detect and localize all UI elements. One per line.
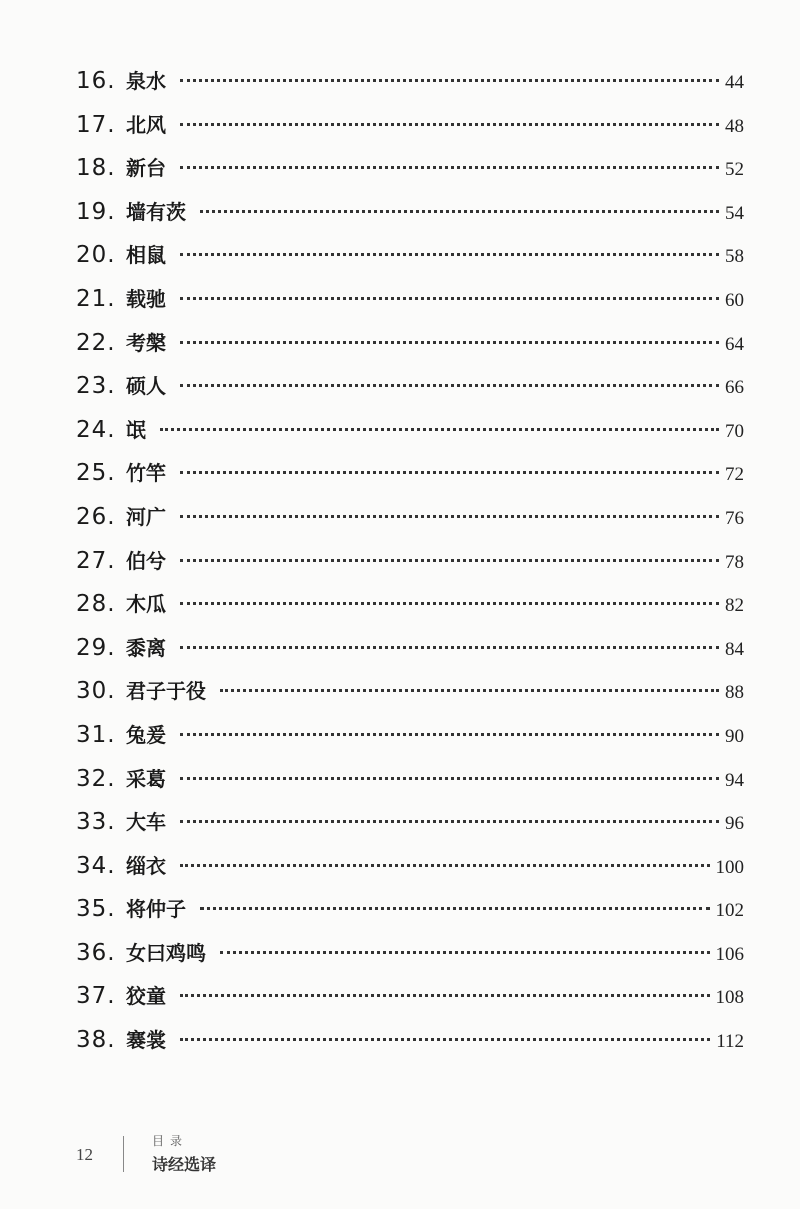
toc-entry-page: 48: [725, 115, 744, 137]
toc-entry[interactable]: [76, 322, 744, 366]
toc-dot-leader: [180, 166, 719, 169]
toc-entry-title: 大车: [126, 810, 166, 835]
toc-dot-leader: [200, 210, 719, 213]
toc-dot-leader: [220, 689, 719, 692]
section-label: 目录: [152, 1134, 189, 1148]
toc-dot-leader: [180, 297, 719, 300]
toc-entry-title: 考槃: [126, 330, 166, 355]
toc-dot-leader: [180, 777, 719, 780]
toc-entry-number: 38.: [76, 1027, 116, 1054]
toc-entry-number: 30.: [76, 678, 116, 705]
toc-entry-title: 墙有茨: [126, 199, 186, 224]
toc-entry[interactable]: [76, 888, 744, 932]
toc-dot-leader: [200, 907, 710, 910]
toc-entry-number: 26.: [76, 503, 116, 530]
toc-entry-number: 16.: [76, 68, 116, 94]
toc-entry-number: 37.: [76, 983, 116, 1010]
toc-entry-title: 褰裳: [126, 1028, 166, 1053]
toc-entry-number: 27.: [76, 547, 116, 574]
toc-entry[interactable]: [76, 191, 744, 235]
toc-entry-page: 90: [725, 725, 744, 747]
toc-entry-number: 23.: [76, 373, 116, 400]
toc-dot-leader: [180, 79, 719, 82]
toc-entry-number: 34.: [76, 852, 116, 879]
toc-entry-page: 78: [725, 551, 744, 573]
toc-dot-leader: [180, 253, 719, 256]
toc-entry-page: 66: [725, 377, 744, 399]
book-title: 诗经选译: [152, 1155, 217, 1174]
toc-entry-number: 24.: [76, 416, 116, 443]
toc-entry[interactable]: [76, 147, 744, 191]
toc-dot-leader: [220, 951, 710, 954]
toc-entry[interactable]: [76, 278, 744, 322]
toc-entry-number: 35.: [76, 896, 116, 923]
toc-entry-number: 31.: [76, 721, 116, 748]
toc-entry-number: 25.: [76, 460, 116, 487]
toc-entry-page: 58: [725, 246, 744, 268]
toc-entry[interactable]: [76, 365, 744, 409]
toc-entry-page: 70: [725, 420, 744, 442]
toc-entry-title: 相鼠: [126, 243, 166, 268]
toc-entry[interactable]: [76, 714, 744, 758]
toc-entry-number: 29.: [76, 634, 116, 661]
toc-entry[interactable]: [76, 496, 744, 540]
toc-entry-title: 新台: [126, 156, 166, 181]
toc-dot-leader: [180, 864, 710, 867]
table-of-contents: [76, 60, 744, 1063]
toc-dot-leader: [180, 820, 719, 823]
toc-entry-number: 32.: [76, 765, 116, 792]
page-footer: [0, 1130, 800, 1180]
footer-divider: [123, 1136, 124, 1172]
toc-entry-title: 伯兮: [126, 548, 166, 573]
toc-entry-title: 北风: [126, 112, 166, 137]
toc-entry-title: 硕人: [126, 374, 166, 399]
toc-entry-title: 氓: [126, 417, 146, 442]
toc-entry-title: 黍离: [126, 635, 166, 660]
toc-entry-page: 108: [715, 987, 744, 1009]
toc-entry-page: 100: [715, 856, 744, 878]
toc-entry[interactable]: [76, 452, 744, 496]
toc-dot-leader: [180, 471, 719, 474]
toc-entry-page: 106: [715, 943, 744, 965]
toc-entry[interactable]: [76, 670, 744, 714]
toc-entry-page: 102: [715, 900, 744, 922]
toc-entry[interactable]: [76, 409, 744, 453]
toc-entry-page: 96: [725, 813, 744, 835]
toc-entry-title: 采葛: [126, 766, 166, 791]
toc-dot-leader: [160, 428, 719, 431]
toc-entry[interactable]: [76, 932, 744, 976]
toc-dot-leader: [180, 994, 710, 997]
toc-entry[interactable]: [76, 758, 744, 802]
toc-entry-title: 泉水: [126, 69, 166, 93]
toc-entry-number: 22.: [76, 329, 116, 356]
toc-entry[interactable]: [76, 845, 744, 889]
toc-entry-page: 44: [725, 72, 744, 93]
toc-entry[interactable]: [76, 583, 744, 627]
toc-entry-number: 36.: [76, 939, 116, 966]
toc-dot-leader: [180, 123, 719, 126]
toc-dot-leader: [180, 646, 719, 649]
toc-entry-title: 河广: [126, 504, 166, 529]
toc-dot-leader: [180, 515, 719, 518]
toc-entry-number: 17.: [76, 111, 116, 138]
toc-entry-page: 60: [725, 289, 744, 311]
toc-entry-page: 52: [725, 159, 744, 181]
toc-dot-leader: [180, 384, 719, 387]
toc-entry-number: 33.: [76, 809, 116, 836]
toc-entry-page: 112: [716, 1031, 744, 1053]
toc-entry-number: 28.: [76, 591, 116, 618]
page-number: 12: [76, 1145, 93, 1164]
toc-entry-page: 82: [725, 595, 744, 617]
toc-entry-title: 缁衣: [126, 853, 166, 878]
toc-entry[interactable]: [76, 104, 744, 148]
toc-entry-page: 72: [725, 464, 744, 486]
toc-dot-leader: [180, 341, 719, 344]
toc-entry[interactable]: [76, 234, 744, 278]
toc-entry-title: 竹竿: [126, 461, 166, 486]
toc-entry-page: 84: [725, 638, 744, 660]
toc-entry-number: 18.: [76, 155, 116, 182]
toc-entry-title: 君子于役: [126, 679, 206, 704]
toc-entry-title: 载驰: [126, 286, 166, 311]
toc-entry[interactable]: [76, 1019, 744, 1063]
toc-entry-title: 兔爰: [126, 722, 166, 747]
toc-entry-page: 54: [725, 202, 744, 224]
toc-entry-page: 94: [725, 769, 744, 791]
toc-entry-title: 将仲子: [126, 897, 186, 922]
toc-entry[interactable]: [76, 975, 744, 1019]
toc-entry-title: 女曰鸡鸣: [126, 940, 206, 965]
toc-entry[interactable]: [76, 801, 744, 845]
toc-entry[interactable]: [76, 540, 744, 584]
toc-dot-leader: [180, 733, 719, 736]
toc-entry-number: 19.: [76, 198, 116, 225]
toc-dot-leader: [180, 559, 719, 562]
toc-entry-number: 21.: [76, 285, 116, 312]
toc-entry-page: 88: [725, 682, 744, 704]
toc-dot-leader: [180, 602, 719, 605]
toc-entry-page: 76: [725, 507, 744, 529]
toc-entry[interactable]: [76, 60, 744, 104]
toc-entry[interactable]: [76, 627, 744, 671]
toc-entry-number: 20.: [76, 242, 116, 269]
toc-entry-title: 木瓜: [126, 592, 166, 617]
toc-dot-leader: [180, 1038, 710, 1041]
toc-entry-page: 64: [725, 333, 744, 355]
toc-entry-title: 狡童: [126, 984, 166, 1009]
